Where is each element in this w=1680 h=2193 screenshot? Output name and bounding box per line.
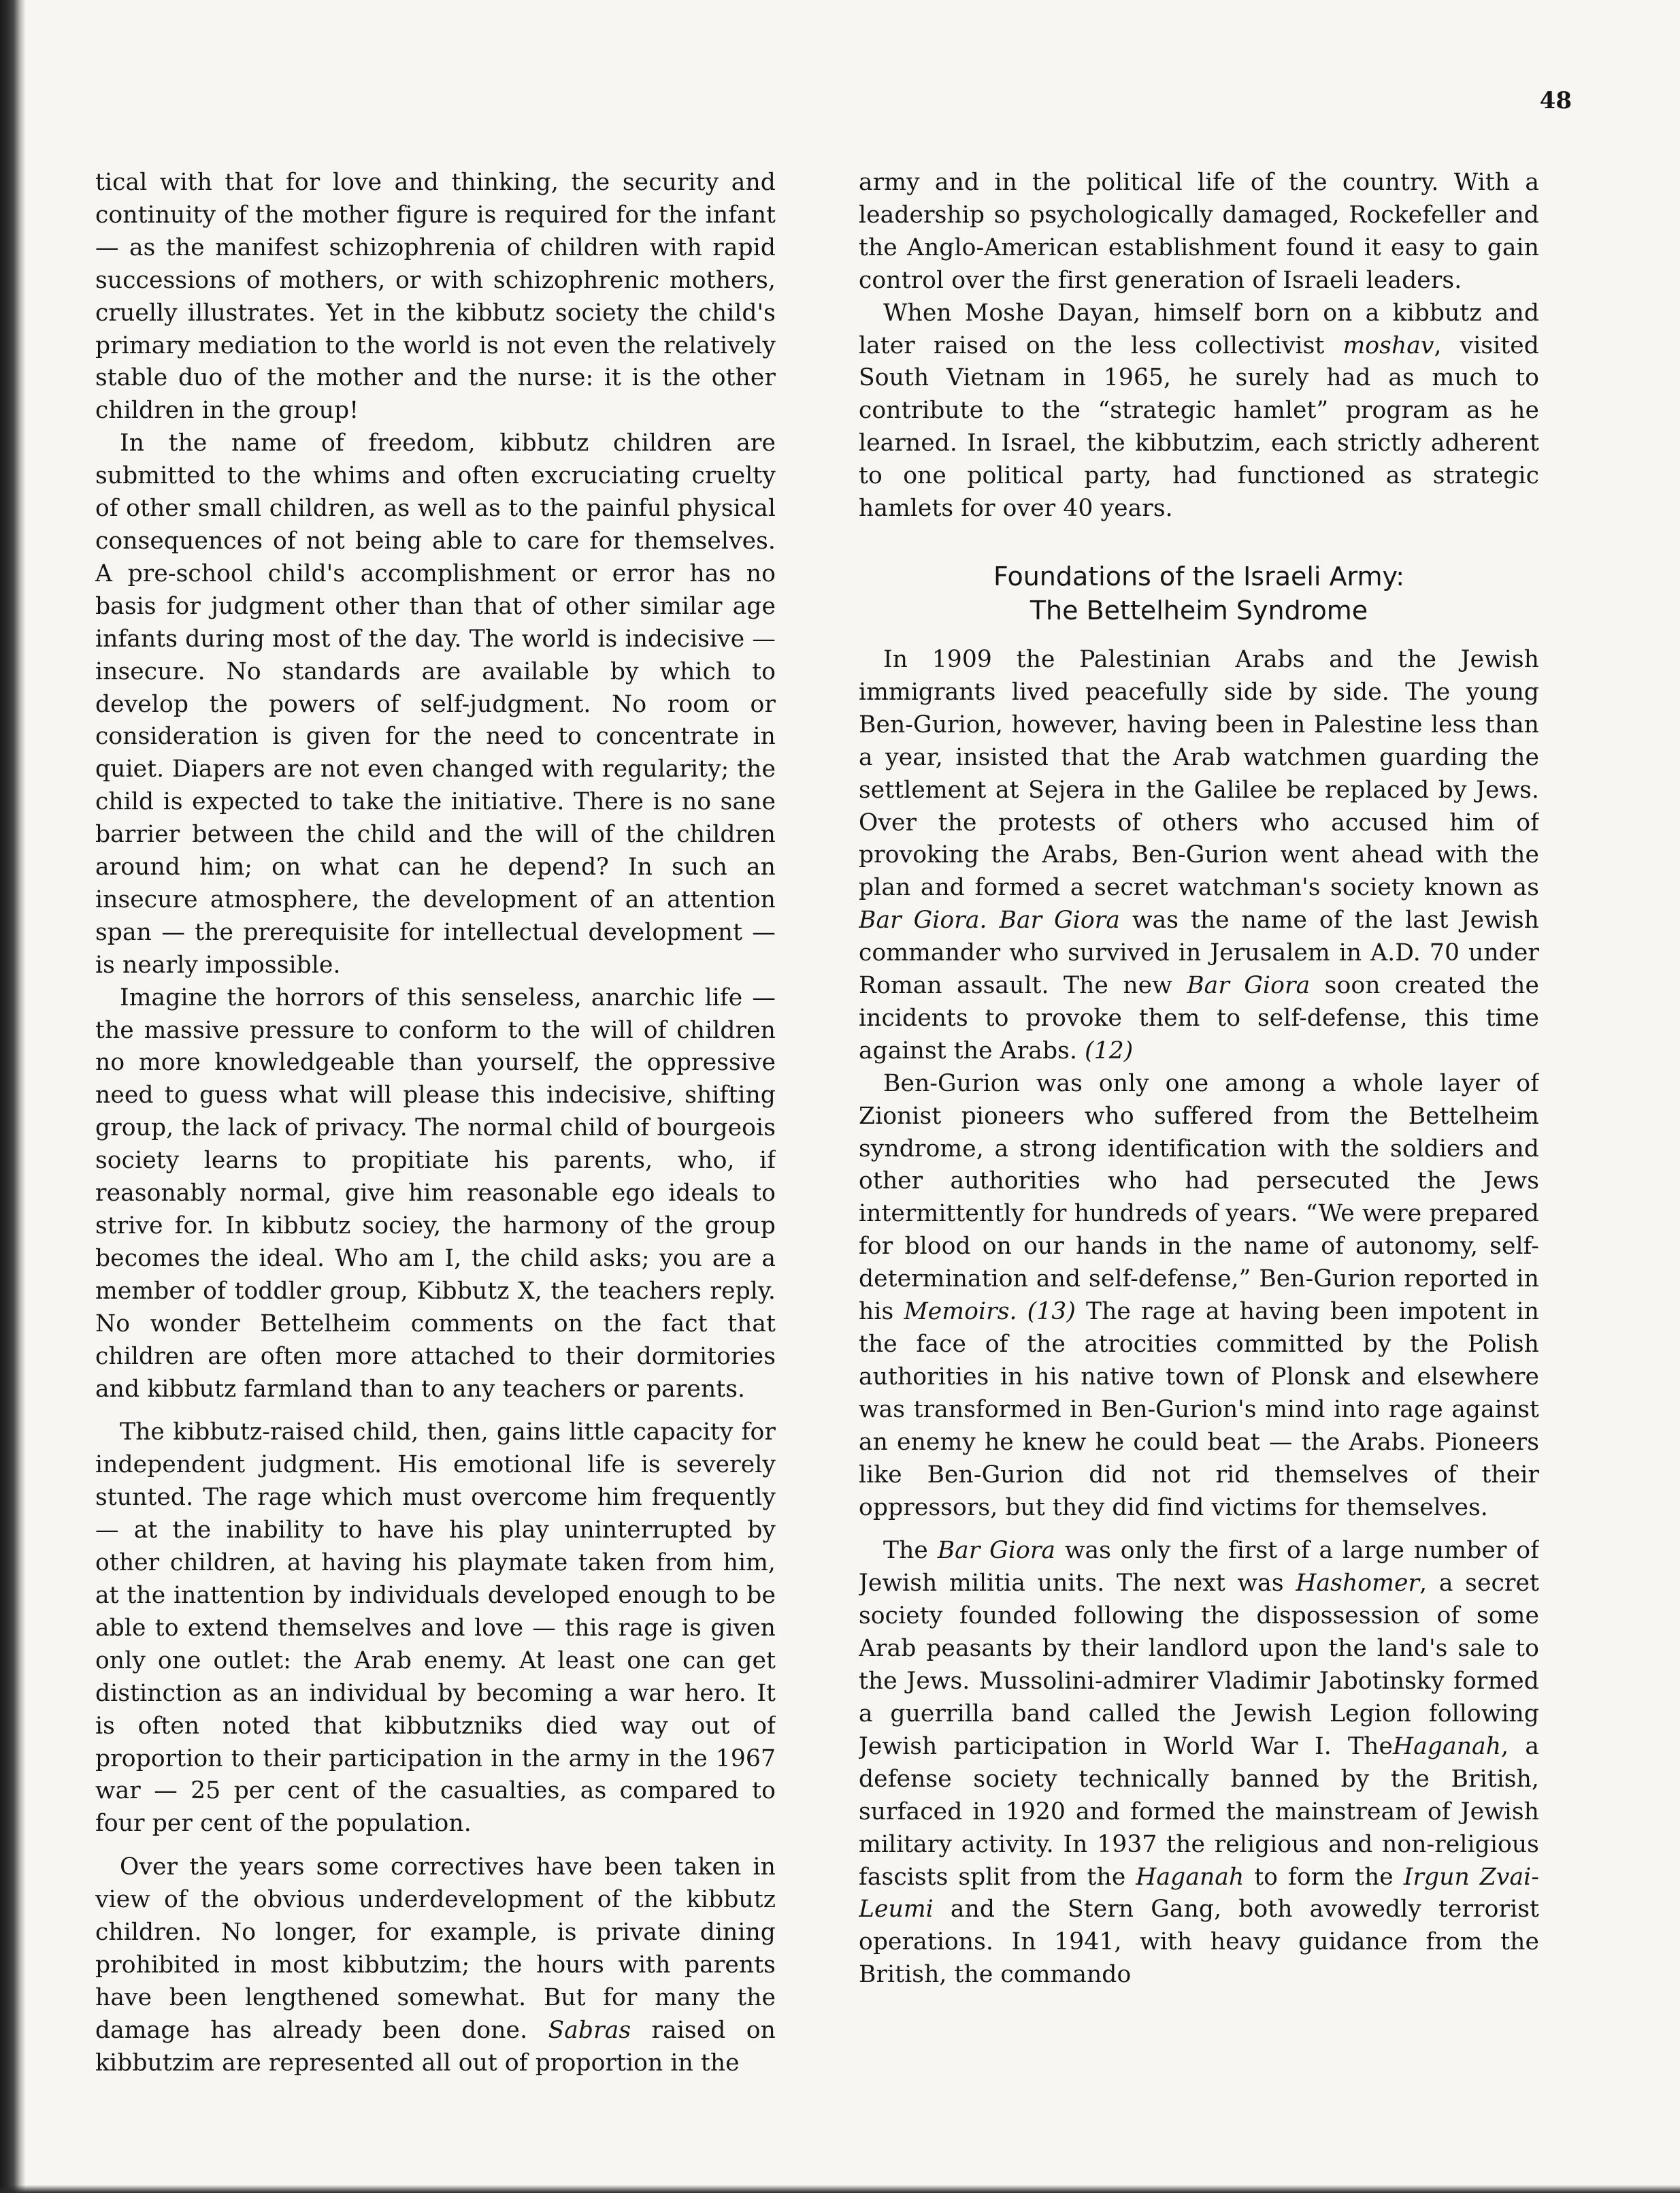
paragraph-text: The bbox=[883, 1537, 938, 1565]
paragraph-text: , visited South Vietnam in 1965, he surely had as much to contribute to the “strategic hamlet” program as he learned. In Israel, the kibbutzim, each strictly adherent to one political party, had functioned as strategic hamlets for over 40 years. bbox=[859, 331, 1539, 523]
paragraph-text: Over the years some correctives have been taken in view of the obvious underdevelopment of the kibbutz children. No longer, for example, is private dining prohibited in most kibbutzim; the hours with parents have been lengthened somewhat. But for many the damage has already been done. bbox=[95, 1853, 776, 2044]
italic-term: Haganah bbox=[1393, 1732, 1502, 1760]
paragraph-text: When Moshe Dayan, himself born on a kibbutz and later raised on the less collectivist bbox=[859, 299, 1539, 359]
citation-ref: (12) bbox=[1085, 1037, 1134, 1065]
paragraph bbox=[859, 1535, 1539, 1992]
italic-term: Memoirs. bbox=[904, 1298, 1017, 1326]
paragraph-text: and the Stern Gang, both avowedly terrorist operations. In 1941, with heavy guidance from the British, the commando bbox=[859, 1896, 1539, 1989]
italic-term: Bar Giora bbox=[937, 1537, 1056, 1565]
paragraph-text: soon created the incidents to provoke them to self-defense, this time against the Arabs. bbox=[859, 972, 1539, 1065]
citation-ref: (13) bbox=[1027, 1298, 1076, 1326]
paragraph bbox=[95, 1851, 776, 2079]
paragraph bbox=[859, 297, 1539, 525]
italic-term: Sabras bbox=[548, 2016, 631, 2044]
italic-term: moshav bbox=[1343, 331, 1434, 359]
paragraph-text: was the name of the last Jewish commander who survived in Jerusalem in A.D. 70 under Roman assault. The new bbox=[859, 907, 1539, 1000]
section-heading-line-2: The Bettelheim Syndrome bbox=[1030, 595, 1368, 626]
paragraph-text: Ben-Gurion was only one among a whole layer of Zionist pioneers who suffered from the Bettelheim syndrome, a strong identification with the soldiers and other authorities who had persecuted the Jews intermittently for hundreds of years. “We were prepared for blood on our hands in the name of autonomy, self-determination and self-defense,” Ben-Gurion reported in his bbox=[859, 1069, 1539, 1326]
paragraph: Imagine the horrors of this senseless, anarchic life — the massive pressure to conform to the will of children no more knowledgeable than yourself, the oppressive need to guess what will please this indecisive, shifting group, the lack of privacy. The normal child of bourgeois society learns to propitiate his parents, who, if reasonably normal, give him reasonable ego ideals to strive for. In kibbutz sociey, the harmony of the group becomes the ideal. Who am I, the child asks; you are a member of toddler group, Kibbutz X, the teachers reply. No wonder Bettelheim comments on the fact that children are often more attached to their dormitories and kibbutz farmland than to any teachers or parents. bbox=[95, 984, 776, 1403]
right-column bbox=[859, 167, 1539, 2181]
paragraph bbox=[859, 1068, 1539, 1525]
paragraph-text: , a secret society founded following the dispossession of some Arab peasants by their landlord upon the land's sale to the Jews. Mussolini-admirer Vladimir Jabotinsky formed a guerrilla band called the Jewish Legion following Jewish participation in World War I. The bbox=[859, 1570, 1539, 1760]
paragraph bbox=[859, 644, 1539, 1068]
paragraph-text: , a defense society technically banned by the British, surfaced in 1920 and formed the mainstream of Jewish military activity. In 1937 the religious and non-religious fascists split from the bbox=[859, 1732, 1539, 1891]
italic-term: Bar Giora. Bar Giora bbox=[859, 907, 1121, 935]
section-heading bbox=[859, 559, 1539, 628]
paragraph-text: raised on kibbutzim are represented all out of proportion in the bbox=[95, 2016, 776, 2077]
paragraph: army and in the political life of the country. With a leadership so psychologically damaged, Rockefeller and the Anglo-American establishment found it easy to gain control over the first generation of Israeli leaders. bbox=[859, 169, 1539, 294]
paragraph-text: to form the bbox=[1244, 1863, 1404, 1891]
italic-term: Irgun Zvai-Leumi bbox=[859, 1863, 1539, 1923]
section-heading-line-1: Foundations of the Israeli Army: bbox=[993, 561, 1405, 591]
paragraph-text: was only the first of a large number of Jewish militia units. The next was bbox=[859, 1537, 1539, 1597]
page-number: 48 bbox=[1539, 87, 1572, 114]
paragraph: tical with that for love and thinking, the security and continuity of the mother figure is required for the infant — as the manifest schizophrenia of children with rapid successions of mothers, or with schizophrenic mothers, cruelly illustrates. Yet in the kibbutz society the child's primary mediation to the world is not even the relatively stable duo of the mother and the nurse: it is the other children in the group! bbox=[95, 169, 776, 425]
italic-term: Hashomer bbox=[1296, 1570, 1420, 1597]
paragraph-text: In 1909 the Palestinian Arabs and the Jewish immigrants lived peacefully side by side. The young Ben-Gurion, however, having been in Palestine less than a year, insisted that the Arab watchmen guarding the settlement at Sejera in the Galilee be replaced by Jews. Over the protests of others who accused him of provoking the Arabs, Ben-Gurion went ahead with the plan and formed a secret watchman's society known as bbox=[859, 645, 1539, 902]
italic-term: Bar Giora bbox=[1187, 972, 1311, 1000]
left-column bbox=[95, 167, 776, 2181]
paragraph: In the name of freedom, kibbutz children are submitted to the whims and often excruciating cruelty of other small children, as well as to the painful physical consequences of not being able to care for themselves. A pre-school child's accomplishment or error has no basis for judgment other than that of other similar age infants during most of the day. The world is indecisive — insecure. No standards are available by which to develop the powers of self-judgment. No room or consideration is given for the need to concentrate in quiet. Diapers are not even changed with regularity; the child is expected to take the initiative. There is no sane barrier between the child and the will of the children around him; on what can he depend? In such an insecure atmosphere, the development of an attention span — the prerequisite for intellectual development — is nearly impossible. bbox=[95, 429, 776, 979]
binding-shadow bbox=[0, 0, 26, 2193]
italic-term: Haganah bbox=[1136, 1863, 1245, 1891]
paragraph: The kibbutz-raised child, then, gains little capacity for independent judgment. His emotional life is severely stunted. The rage which must overcome him frequently — at the inability to have his play uninterrupted by other children, at having his playmate taken from him, at the inattention by individuals developed enough to be able to extend themselves and love — this rage is given only one outlet: the Arab enemy. At least one can get distinction as an individual by becoming a war hero. It is often noted that kibbutzniks died way out of proportion to their participation in the army in the 1967 war — 25 per cent of the casualties, as compared to four per cent of the population. bbox=[95, 1418, 776, 1838]
bottom-edge-shadow bbox=[0, 2185, 1680, 2193]
paragraph-text: The rage at having been impotent in the face of the atrocities committed by the Polish authorities in his native town of Plonsk and elsewhere was transformed in Ben-Gurion's mind into rage against an enemy he knew he could beat — the Arabs. Pioneers like Ben-Gurion did not rid themselves of their oppressors, but they did find victims for themselves. bbox=[859, 1298, 1539, 1521]
